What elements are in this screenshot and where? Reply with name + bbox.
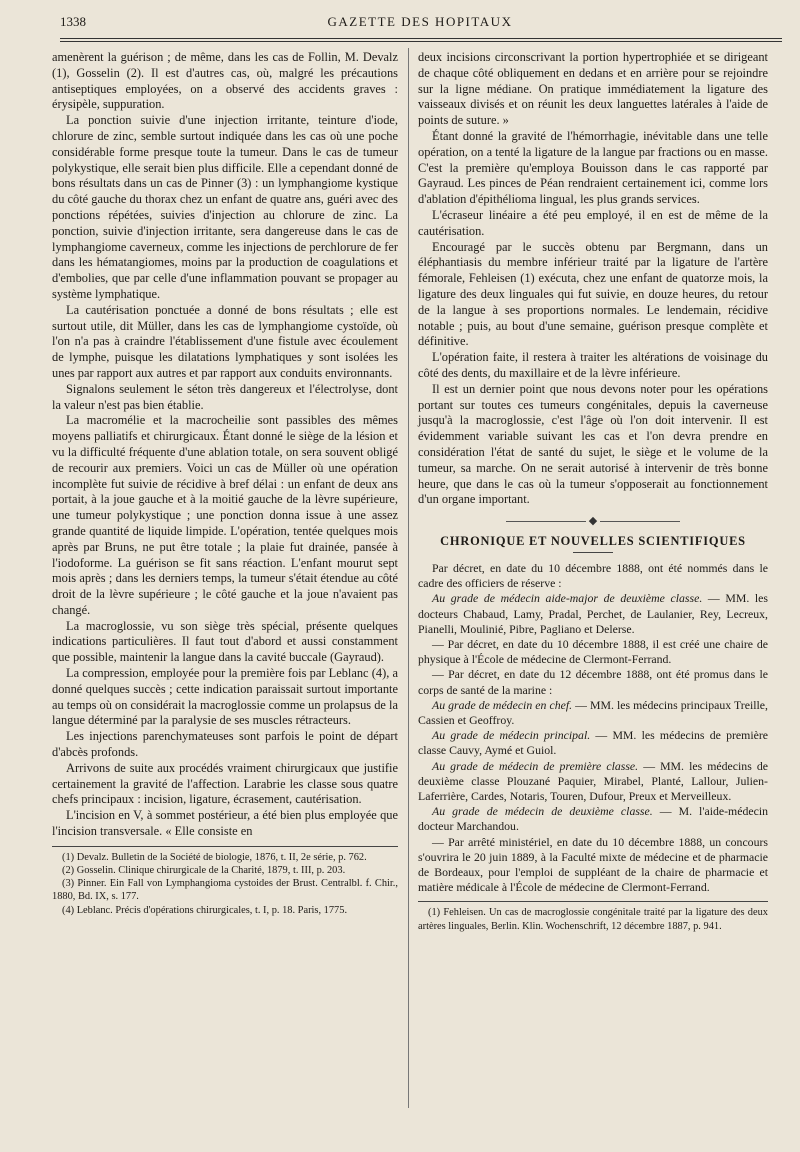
header-rule-double: [60, 41, 782, 42]
chronique-lead: Au grade de médecin principal.: [432, 728, 591, 743]
left-paragraph: La macromélie et la macrocheilie sont passibles des mêmes moyens palliatifs et chirurgicaux. Étant donné le siège de la lésion et vu la difficulté fréquente d'une ablation totale, on sera souvent obligé de recourir aux premiers. Voici un cas de Müller où une opération incomplète fut suivie de récidive à bref délai : un enfant de deux ans portait, à la joue gauche et à la moitié gauche de la lèvre supérieure, une tumeur polykystique ; une ponction donna issue à une assez grande quantité de liquide limpide. L'opération, tentée quelques mois après par Bruns, ne put être totale ; la plaie fut drainée, pansée à l'iodoforme. La guérison se fit sans réaction. L'enfant mourut sept mois après ; dans les derniers temps, la tumeur s'était étendue au côté droit de la lèvre supérieure ; le côté gauche et la joue n'avaient pas changé.: [52, 413, 398, 617]
left-paragraph: Les injections parenchymateuses sont parfois le point de départ d'abcès profonds.: [52, 729, 398, 760]
chronique-text: — MM. les médecins principaux Treille, Cassien et Geoffroy.: [418, 697, 768, 727]
chronique-list: [418, 561, 768, 895]
left-paragraph: La cautérisation ponctuée a donné de bons résultats ; elle est surtout utile, dit Müller, dans les cas de lymphangiome cystoïde, où l'on n'a pas à craindre l'établissement d'une fistule avec écoulement de lymphe, puisque les dilatations lymphatiques y sont isolées les unes par rapport aux autres et par rapport aux conduits environnants.: [52, 302, 398, 380]
footnote: (3) Pinner. Ein Fall von Lymphangioma cystoides der Brust. Centralbl. f. Chir., 1880, Bd. IX, s. 177.: [52, 878, 398, 903]
page-header: [60, 14, 780, 34]
chronique-text: — MM. les médecins de deuxième classe Plouzané Paquier, Mirabel, Planté, Lallour, Julien-Laferrière, Cardes, Notaris, Touren, Dufour, Preux et Merveilleux.: [418, 758, 768, 803]
right-paragraph: Il est un dernier point que nous devons noter pour les opérations portant sur toutes ces tumeurs congénitales, depuis la caverneuse jusqu'à la macroglossie, c'est l'âge où l'on doit intervenir. Il est évidemment variable suivant les cas et l'on devra prendre en considération l'état de santé du sujet, le siège et le volume de la tumeur, sa marche. On ne serait autorisé à intervenir de très bonne heure, que dans le cas où la tumeur s'opposerait au fonctionnement d'un organe important.: [418, 381, 768, 507]
title-underline: [573, 552, 613, 553]
right-paragraph: Étant donné la gravité de l'hémorrhagie, inévitable dans une telle opération, on a tenté la ligature de la langue par fractions ou en masse. C'est la première qu'employa Bouisson dans le cas rapporté par Gayraud. Les pinces de Péan rendraient certainement ici, comme lors d'ablation d'épithélioma lingual, les plus grands services.: [418, 128, 768, 207]
right-paragraph: L'opération faite, il restera à traiter les altérations de voisinage du côté des dents, du maxillaire et de la lèvre inférieure.: [418, 350, 768, 380]
running-title: GAZETTE DES HOPITAUX: [327, 14, 513, 29]
footnote: (1) Fehleisen. Un cas de macroglossie congénitale traité par la ligature des deux artères linguales, Berlin. Klin. Wochenschrift, 12 décembre 1887, p. 941.: [418, 907, 768, 932]
header-rule: [60, 38, 782, 39]
left-paragraph: La ponction suivie d'une injection irritante, teinture d'iode, chlorure de zinc, semble surtout indiquée dans les cas où une poche considérable forme presque toute la tumeur. Dans le cas de tumeur polykystique, elle serait bien plus difficile. Elle a cependant donné de bons résultats dans un cas de Pinner (3) : un lymphangiome kystique du côté gauche du thorax chez un enfant de quatre ans, guéri avec des ponctions répétées, suivies d'injection au chlorure de zinc. La ponction, suivie d'injection irritante, sera dangereuse dans le cas de lymphangiome caverneux, comme les injections de perchlorure de fer dans les hématangiomes, moins par la production de coagulations et d'embolies, que par celle d'une inflammation pouvant se propager au système lymphatique.: [52, 113, 398, 301]
chronique-lead: Au grade de médecin aide-major de deuxième classe.: [432, 591, 703, 606]
footnote: (2) Gosselin. Clinique chirurgicale de la Charité, 1879, t. III, p. 203.: [62, 865, 346, 877]
footnote: (4) Leblanc. Précis d'opérations chirurgicales, t. I, p. 18. Paris, 1775.: [62, 904, 348, 916]
chronique-item: [418, 804, 768, 834]
left-paragraph: La compression, employée pour la première fois par Leblanc (4), a donné quelques succès ; cette indication paraissait surtout importante au temps où on considérait la macroglossie comme un prolapsus de la langue déterminé par la paralysie de ses muscles rétracteurs.: [52, 666, 398, 728]
left-footnotes: [52, 846, 398, 917]
section-title: CHRONIQUE ET NOUVELLES SCIENTIFIQUES: [440, 534, 746, 549]
chronique-item: [418, 591, 768, 637]
chronique-item: — Par arrêté ministériel, en date du 10 décembre 1888, un concours s'ouvrira le 20 juin 1889, à la Faculté mixte de médecine et de pharmacie de Bordeaux, pour l'emploi de suppléant de la chaire de pharmacie et matière médicale à l'École de médecine de Clermont-Ferrand.: [418, 834, 768, 895]
column-divider: [408, 48, 409, 1108]
chronique-item: [418, 759, 768, 805]
right-paragraph: Encouragé par le succès obtenu par Bergmann, dans un éléphantiasis du membre inférieur traité par la ligature de l'artère fémorale, Fehleisen (1) exécuta, chez une enfant de quatorze mois, la ligature des deux linguales qui fut suivie, en douze heures, du retour de la langue à ses proportions normales. Le lendemain, récidive notable ; puis, au bout d'une semaine, guérison presque complète et définitive.: [418, 239, 768, 349]
chronique-lead: Au grade de médecin en chef.: [432, 697, 573, 712]
page-number: 1338: [60, 14, 86, 29]
chronique-text: — MM. les médecins de première classe Cauvy, Aymé et Guiol.: [418, 728, 768, 758]
chronique-item: — Par décret, en date du 10 décembre 1888, il est créé une chaire de physique à l'École de médecine de Clermont-Ferrand.: [418, 636, 768, 667]
left-paragraph: Arrivons de suite aux procédés vraiment chirurgicaux que justifie certainement la gravité de l'affection. Larabrie les classe sous quatre chefs principaux : incision, ligature, écrasement, cautérisation.: [52, 760, 398, 807]
left-column: [52, 50, 398, 917]
chronique-item: — Par décret, en date du 12 décembre 1888, ont été promus dans le corps de santé de la marine :: [418, 667, 768, 697]
right-column: [418, 50, 768, 933]
right-footnotes: [418, 901, 768, 932]
chronique-text: — M. l'aide-médecin docteur Marchandou.: [418, 804, 768, 834]
left-paragraph: Signalons seulement le séton très dangereux et l'électrolyse, dont la valeur n'est pas bien établie.: [52, 381, 398, 412]
chronique-item: [418, 698, 768, 728]
left-paragraph: La macroglossie, vu son siège très spécial, présente quelques indications particulières. Il faut tout d'abord et aussi constamment que possible, maintenir la langue dans la cavité buccale (Gayraud).: [52, 618, 398, 665]
chronique-lead: Au grade de médecin de deuxième classe.: [432, 804, 653, 819]
chronique-lead: Au grade de médecin de première classe.: [432, 758, 639, 773]
right-paragraph: L'écraseur linéaire a été peu employé, il en est de même de la cautérisation.: [418, 207, 768, 238]
footnote: (1) Devalz. Bulletin de la Société de biologie, 1876, t. II, 2e série, p. 762.: [62, 851, 367, 863]
chronique-item: [418, 728, 768, 758]
left-paragraph: L'incision en V, à sommet postérieur, a été bien plus employée que l'incision transversale. « Elle consiste en: [52, 808, 398, 839]
right-paragraph: deux incisions circonscrivant la portion hypertrophiée et se dirigeant de chaque côté obliquement en dedans et en arrière pour se rejoindre sur la ligne médiane. On pratique immédiatement la ligature des vaisseaux divisés et on réunit les deux languettes latérales à l'aide de points de suture. »: [418, 50, 768, 128]
section-ornament: ◆: [418, 514, 768, 528]
left-paragraph: amenèrent la guérison ; de même, dans les cas de Follin, M. Devalz (1), Gosselin (2). Il est d'autres cas, où, malgré les précautions antiseptiques employées, on a observé des accidents graves : érysipèle, suppuration.: [52, 50, 398, 112]
chronique-item: Par décret, en date du 10 décembre 1888, ont été nommés dans le cadre des officiers de réserve :: [418, 560, 768, 591]
chronique-text: — MM. les docteurs Chabaud, Lamy, Pradal, Perchet, de Laulanier, Rey, Lecreux, Pianelli, Moulinié, Pibre, Pagliano et Delerse.: [418, 591, 768, 636]
